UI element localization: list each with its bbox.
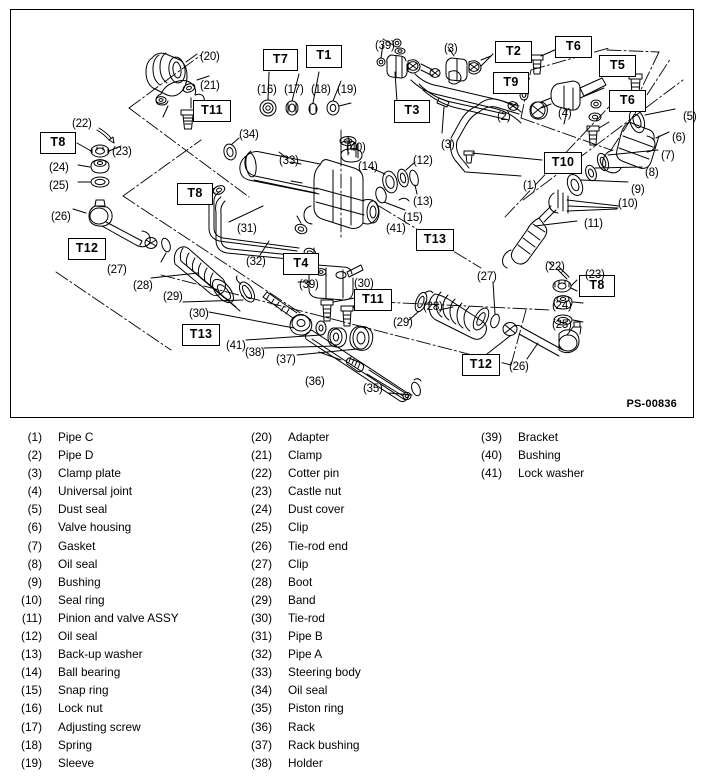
legend-item-number: (2) (27, 448, 42, 463)
legend-item (478, 428, 584, 446)
callout-number: (30) (189, 308, 209, 320)
callout-number: (37) (276, 354, 296, 366)
legend-item-label: Holder (288, 755, 323, 770)
legend-item-label: Rack bushing (288, 737, 360, 752)
legend-item (248, 627, 361, 645)
legend-item-number: (35) (251, 701, 272, 716)
callout-number: (22) (72, 118, 92, 130)
callout-number: (38) (245, 347, 265, 359)
legend-item-number: (6) (27, 520, 42, 535)
callout-number: (6) (672, 132, 686, 144)
legend-item-number: (21) (251, 448, 272, 463)
legend-item-number: (26) (251, 538, 272, 553)
legend-item-number: (20) (251, 430, 272, 444)
legend-item (18, 482, 179, 500)
callout-number: (23) (112, 146, 132, 158)
legend-item-number: (15) (21, 683, 42, 698)
legend-item (18, 699, 179, 717)
callout-number: (9) (631, 184, 645, 196)
legend-item-number: (22) (251, 466, 272, 481)
callout-number: (16) (257, 84, 277, 96)
legend-item (18, 500, 179, 518)
callout-number: (12) (413, 155, 433, 167)
legend-item (248, 555, 361, 573)
legend-item (18, 627, 179, 645)
callout-number: (25) (49, 180, 69, 192)
callout-number: (26) (51, 211, 71, 223)
callout-number: (4) (558, 108, 572, 120)
legend-item-label: Pipe C (58, 430, 94, 444)
callout-number: (29) (393, 317, 413, 329)
legend-item (248, 591, 361, 609)
legend-item-label: Castle nut (288, 484, 342, 499)
legend-item-label: Seal ring (58, 592, 105, 607)
legend-item (18, 681, 179, 699)
callout-number: (23) (585, 269, 605, 281)
legend-item-label: Pinion and valve ASSY (58, 610, 179, 625)
callout-number: (2) (497, 111, 511, 123)
torque-box-t3: T3 (394, 100, 430, 123)
legend-item (248, 518, 361, 536)
torque-box-t12a: T12 (68, 238, 106, 260)
legend-item-label: Pipe A (288, 647, 323, 662)
legend-item (18, 645, 179, 663)
legend-item-number: (12) (21, 629, 42, 644)
torque-box-t8c: T8 (579, 275, 615, 297)
legend-item-label: Dust seal (58, 502, 108, 517)
legend-item-number: (5) (27, 502, 42, 517)
legend-item (18, 555, 179, 573)
callout-number: (40) (346, 142, 366, 154)
legend-item-number: (31) (251, 629, 272, 644)
legend-item-label: Lock nut (58, 701, 103, 716)
callout-number: (11) (584, 218, 603, 230)
legend-item-number: (3) (27, 466, 42, 481)
diagram-linework (11, 10, 693, 417)
legend-item (18, 446, 179, 464)
legend-item-label: Gasket (58, 538, 96, 553)
torque-box-t2: T2 (495, 41, 532, 63)
callout-number: (5) (683, 111, 697, 123)
legend-item-label: Valve housing (58, 520, 132, 535)
legend-item (248, 446, 361, 464)
torque-box-t13b: T13 (182, 324, 220, 346)
legend-column-2 (248, 428, 361, 772)
legend-item-label: Pipe B (288, 629, 323, 644)
figure-reference-code: PS-00836 (626, 398, 677, 410)
legend-item (248, 663, 361, 681)
callout-number: (41) (226, 340, 246, 352)
callout-number: (10) (618, 198, 638, 210)
callout-number: (35) (363, 383, 383, 395)
callout-number: (22) (545, 261, 565, 273)
torque-box-t5: T5 (599, 55, 636, 77)
legend-item (18, 464, 179, 482)
legend-item-number: (36) (251, 719, 272, 734)
legend-item-label: Lock washer (518, 466, 585, 481)
legend-item-label: Universal joint (58, 484, 133, 499)
callout-number: (31) (237, 223, 257, 235)
legend-item-number: (27) (251, 556, 272, 571)
legend-item-label: Band (288, 592, 316, 607)
legend-item (248, 500, 361, 518)
legend-item-number: (13) (21, 647, 42, 662)
legend-item (18, 754, 179, 772)
legend-item-label: Oil seal (58, 556, 98, 571)
legend-column-1 (18, 428, 179, 772)
callout-number: (19) (337, 84, 357, 96)
parts-legend (0, 428, 704, 778)
torque-box-t4: T4 (283, 253, 319, 275)
legend-item-label: Tie-rod (288, 610, 325, 625)
legend-item (18, 718, 179, 736)
callout-number: (26) (509, 361, 529, 373)
legend-item (478, 464, 584, 482)
torque-box-t7: T7 (263, 49, 298, 71)
callout-number: (33) (279, 155, 299, 167)
exploded-view-diagram (10, 9, 697, 418)
legend-item-label: Clip (288, 556, 309, 571)
callout-number: (13) (413, 196, 433, 208)
legend-item-number: (7) (27, 538, 42, 553)
callout-number: (39) (375, 40, 395, 52)
legend-item (18, 736, 179, 754)
torque-box-t8a: T8 (40, 132, 76, 154)
callout-number: (17) (284, 84, 304, 96)
callout-number: (20) (200, 51, 220, 63)
legend-item-number: (28) (251, 574, 272, 589)
callout-number: (14) (358, 161, 378, 173)
legend-item-label: Ball bearing (58, 665, 121, 680)
legend-item-label: Spring (58, 737, 93, 752)
legend-item-label: Steering body (288, 665, 361, 680)
legend-item (18, 663, 179, 681)
torque-box-t8b: T8 (177, 183, 213, 205)
legend-item-number: (24) (251, 502, 272, 517)
legend-item (18, 573, 179, 591)
callout-number: (27) (107, 264, 127, 276)
legend-item (248, 681, 361, 699)
legend-item (248, 464, 361, 482)
legend-item (248, 482, 361, 500)
legend-item-label: Clamp (288, 448, 323, 463)
torque-box-t13a: T13 (416, 229, 454, 251)
legend-item-number: (9) (27, 574, 42, 589)
torque-box-t10: T10 (544, 152, 582, 174)
legend-item-label: Bushing (518, 448, 561, 463)
legend-item-label: Adjusting screw (58, 719, 141, 734)
legend-item-label: Pipe D (58, 448, 94, 463)
legend-item (248, 736, 361, 754)
legend-item-label: Piston ring (288, 701, 344, 716)
legend-item-label: Bushing (58, 574, 101, 589)
callout-number: (36) (305, 376, 325, 388)
callout-number: (27) (477, 271, 497, 283)
legend-item-label: Clamp plate (58, 466, 121, 481)
legend-item-number: (16) (21, 701, 42, 716)
torque-box-t6a: T6 (555, 36, 592, 58)
legend-item (478, 446, 584, 464)
legend-item-number: (39) (481, 430, 502, 444)
callout-number: (30) (354, 278, 374, 290)
legend-item (18, 591, 179, 609)
torque-box-t9: T9 (493, 72, 529, 94)
callout-number: (7) (661, 150, 675, 162)
legend-item-number: (25) (251, 520, 272, 535)
legend-item (18, 428, 179, 446)
legend-item-number: (38) (251, 755, 272, 770)
callout-number: (32) (246, 256, 266, 268)
callout-number: (34) (239, 129, 259, 141)
legend-item-label: Back-up washer (58, 647, 143, 662)
callout-number: (41) (386, 223, 406, 235)
legend-item-label: Oil seal (58, 629, 98, 644)
callout-number: (24) (552, 300, 572, 312)
callout-number: (15) (403, 212, 423, 224)
legend-item-number: (23) (251, 484, 272, 499)
callout-number: (28) (133, 280, 153, 292)
legend-item-label: Oil seal (288, 683, 328, 698)
legend-item (18, 518, 179, 536)
legend-item-number: (8) (27, 556, 42, 571)
legend-item-label: Dust cover (288, 502, 345, 517)
legend-item-number: (10) (21, 592, 42, 607)
legend-item (248, 699, 361, 717)
legend-item-number: (37) (251, 737, 272, 752)
legend-item-number: (34) (251, 683, 272, 698)
legend-item-number: (33) (251, 665, 272, 680)
legend-item-number: (40) (481, 448, 502, 463)
callout-number: (24) (49, 162, 69, 174)
callout-number: (1) (523, 180, 537, 192)
legend-item-number: (4) (27, 484, 42, 499)
legend-item-number: (19) (21, 755, 42, 770)
legend-item (18, 609, 179, 627)
callout-number: (28) (423, 301, 443, 313)
legend-item-number: (1) (27, 430, 42, 444)
legend-item (248, 645, 361, 663)
legend-item-label: Rack (288, 719, 315, 734)
legend-item-number: (30) (251, 610, 272, 625)
legend-item-number: (11) (21, 610, 42, 625)
callout-number: (25) (552, 319, 572, 331)
callout-number: (29) (163, 291, 183, 303)
legend-item-number: (29) (251, 592, 272, 607)
legend-item-number: (14) (21, 665, 42, 680)
legend-item-number: (32) (251, 647, 272, 662)
legend-item-number: (41) (481, 466, 502, 481)
torque-box-t11a: T11 (193, 100, 231, 122)
torque-box-t11b: T11 (354, 289, 392, 311)
legend-item (248, 609, 361, 627)
torque-box-t1: T1 (306, 45, 342, 68)
callout-number: (3) (444, 43, 458, 55)
legend-item-label: Cotter pin (288, 466, 340, 481)
legend-item-label: Sleeve (58, 755, 95, 770)
legend-item (248, 573, 361, 591)
legend-item-number: (17) (21, 719, 42, 734)
torque-box-t6b: T6 (609, 90, 646, 112)
callout-number: (8) (645, 167, 659, 179)
legend-item (18, 537, 179, 555)
legend-item (248, 428, 361, 446)
legend-item-label: Bracket (518, 430, 558, 444)
legend-item-number: (18) (21, 737, 42, 752)
legend-item (248, 718, 361, 736)
legend-item-label: Boot (288, 574, 313, 589)
legend-column-3 (478, 428, 584, 482)
legend-item (248, 537, 361, 555)
callout-number: (18) (311, 84, 331, 96)
callout-number: (39) (299, 279, 319, 291)
callout-number: (3) (441, 139, 455, 151)
legend-item-label: Adapter (288, 430, 330, 444)
legend-item (248, 754, 361, 772)
torque-box-t12b: T12 (462, 354, 500, 376)
legend-item-label: Clip (288, 520, 309, 535)
legend-item-label: Tie-rod end (288, 538, 348, 553)
callout-number: (21) (200, 80, 220, 92)
legend-item-label: Snap ring (58, 683, 109, 698)
